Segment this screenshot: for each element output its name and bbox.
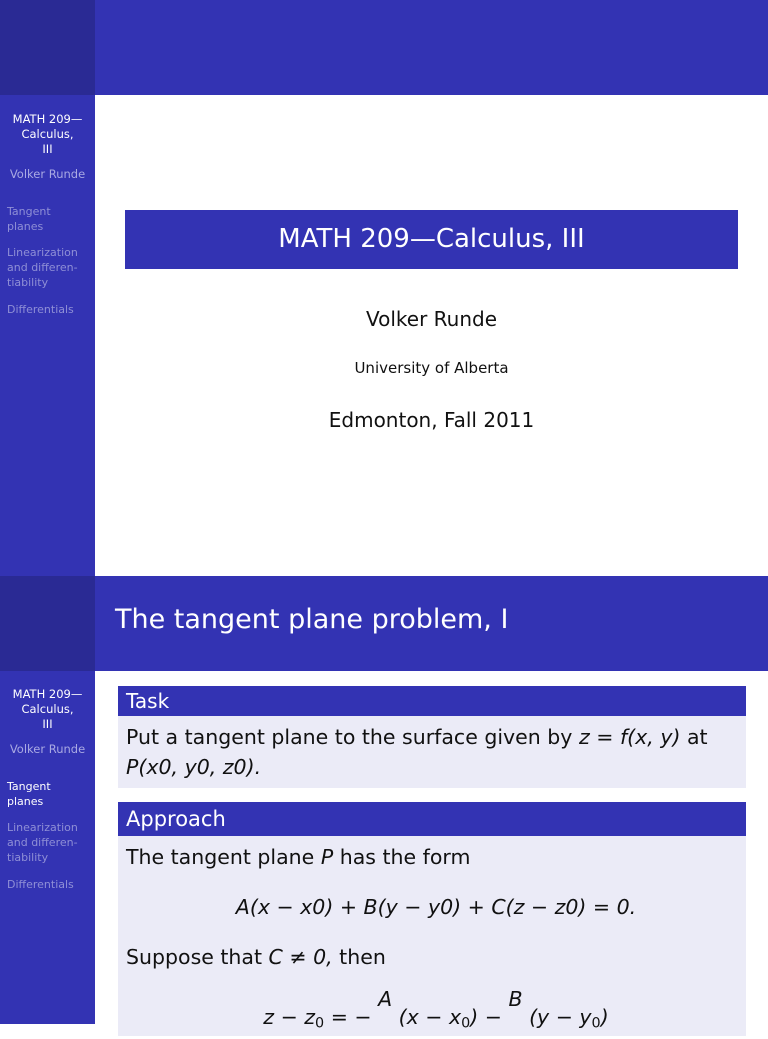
approach-text: then <box>339 945 386 969</box>
approach-math: P <box>320 845 334 869</box>
sidebar-item-label: Tangent <box>7 780 51 793</box>
presentation-author: Volker Runde <box>365 307 498 331</box>
sidebar-item-label: Tangent <box>7 205 51 218</box>
partial-equation: $z - z_0$ = − A $(x - x_0) - B$ $(y - y_0)$ <box>263 987 609 1032</box>
sidebar-item-label: Linearization <box>7 821 78 834</box>
sidebar-item-label: and differen- <box>7 836 78 849</box>
task-line-1 <box>126 722 746 752</box>
sidebar <box>0 671 95 1024</box>
approach-math: C ≠ 0, <box>268 945 333 969</box>
plane-equation: A(x − x0) + B(y − y0) + C(z − z0) = 0. <box>235 895 637 919</box>
header-corner <box>0 576 95 671</box>
sidebar-author[interactable]: Volker Runde <box>9 742 86 756</box>
sidebar-title-line-1[interactable]: MATH 209— <box>12 112 83 126</box>
frame-title: The tangent plane problem, I <box>115 604 509 635</box>
approach-block-body <box>118 836 746 1036</box>
task-text: at <box>686 725 708 749</box>
approach-line-2 <box>126 942 746 972</box>
sidebar-item-label: Linearization <box>7 246 78 259</box>
presentation-title: MATH 209—Calculus, III <box>125 210 738 269</box>
approach-block-heading: Approach <box>118 802 746 836</box>
content-slide <box>0 576 768 1032</box>
sidebar-item-label: planes <box>7 220 44 233</box>
sidebar-title-line-2[interactable]: Calculus, <box>21 702 74 716</box>
sidebar <box>0 95 95 576</box>
approach-text: Suppose that <box>126 945 263 969</box>
header-bar <box>95 576 768 671</box>
approach-text: The tangent plane <box>126 845 315 869</box>
approach-text: has the form <box>339 845 471 869</box>
task-text: Put a tangent plane to the surface given by <box>126 725 573 749</box>
sidebar-item-label: and differen- <box>7 261 78 274</box>
presentation-date: Edmonton, Fall 2011 <box>328 408 535 432</box>
approach-line-1 <box>126 842 746 872</box>
sidebar-item-label: tiability <box>7 276 49 289</box>
sidebar-item-label: tiability <box>7 851 49 864</box>
task-math-point: P(x0, y0, z0). <box>126 755 262 779</box>
sidebar-item-label: Differentials <box>7 878 74 891</box>
sidebar-title-line-3[interactable]: III <box>42 142 53 156</box>
sidebar-title-line-2[interactable]: Calculus, <box>21 127 74 141</box>
task-line-2 <box>126 752 746 782</box>
sidebar-author[interactable]: Volker Runde <box>9 167 86 181</box>
presentation-institute: University of Alberta <box>354 359 509 377</box>
sidebar-item-label: Differentials <box>7 303 74 316</box>
task-block-heading: Task <box>118 686 746 716</box>
header-corner <box>0 0 95 95</box>
header-bar <box>95 0 768 95</box>
sidebar-title-line-3[interactable]: III <box>42 717 53 731</box>
sidebar-title-line-1[interactable]: MATH 209— <box>12 687 83 701</box>
task-math: z = f(x, y) <box>578 725 681 749</box>
task-block-body <box>118 716 746 788</box>
sidebar-item-label: planes <box>7 795 44 808</box>
